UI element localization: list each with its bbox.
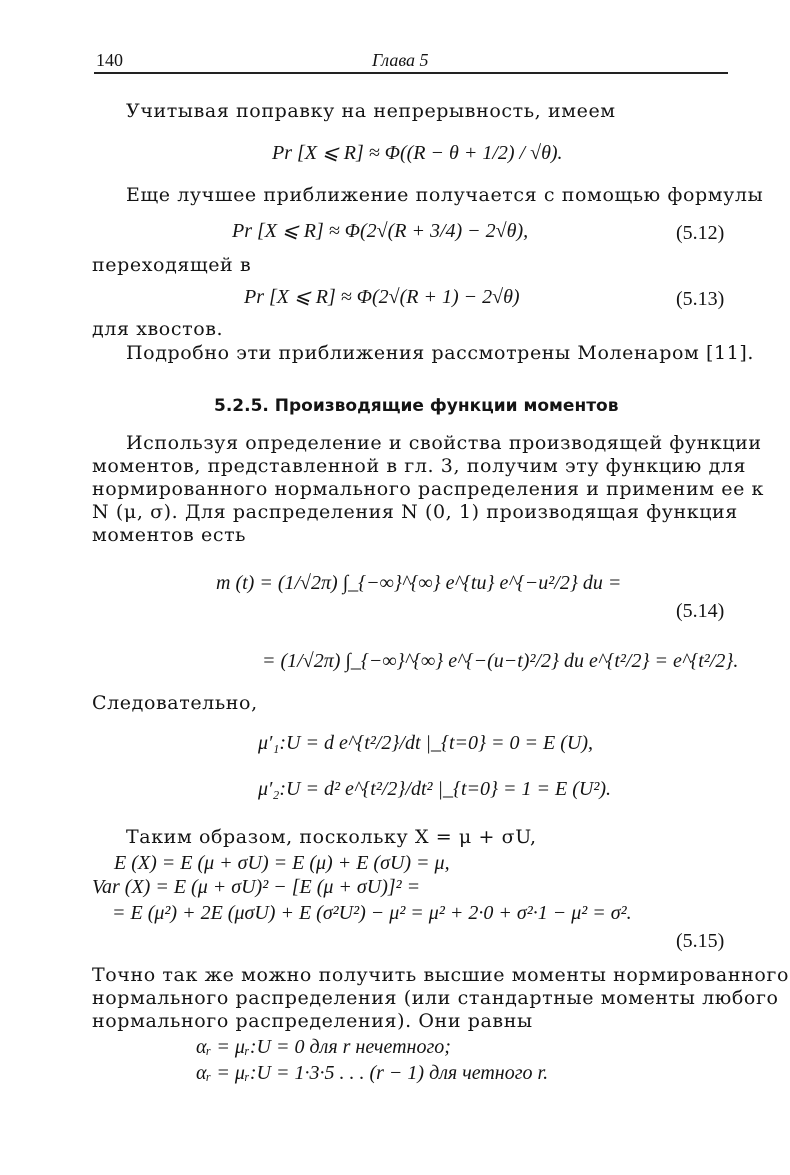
paragraph-line: моментов, представленной в гл. 3, получим эту функцию для: [92, 455, 747, 477]
paragraph-line: N (μ, σ). Для распределения N (0, 1) производящая функция: [92, 501, 738, 523]
header-rule: [94, 72, 728, 74]
running-head: Глава 5: [372, 50, 429, 70]
formula-even-moments: αᵣ = μᵣ:U = 1·3·5 . . . (r − 1) для четного r.: [196, 1062, 549, 1084]
equation-number: (5.12): [676, 222, 725, 244]
text-line: Следовательно,: [92, 692, 258, 714]
formula-variance: Var (X) = E (μ + σU)² − [E (μ + σU)]² =: [92, 876, 421, 898]
text-line: переходящей в: [92, 254, 252, 276]
text-line: для хвостов.: [92, 318, 224, 340]
formula-first-moment: μ′₁:U = d e^{t²/2}/dt |_{t=0} = 0 = E (U),: [258, 732, 594, 754]
formula-odd-moments: αᵣ = μᵣ:U = 0 для r нечетного;: [196, 1036, 451, 1058]
equation-number: (5.15): [676, 930, 725, 952]
formula-5-13: Pr [X ⩽ R] ≈ Φ(2√(R + 1) − 2√θ): [244, 286, 520, 308]
formula-continuity-correction: Pr [X ⩽ R] ≈ Φ((R − θ + 1/2) / √θ).: [272, 142, 563, 164]
equation-number: (5.13): [676, 288, 725, 310]
paragraph-line: моментов есть: [92, 524, 247, 546]
formula-5-12: Pr [X ⩽ R] ≈ Φ(2√(R + 3/4) − 2√θ),: [232, 220, 529, 242]
paragraph-line: нормального распределения (или стандартные моменты любого: [92, 987, 779, 1009]
page-number: 140: [96, 50, 123, 70]
equation-number: (5.14): [676, 600, 725, 622]
paragraph-line: Используя определение и свойства производящей функции: [126, 432, 762, 454]
text-line: Еще лучшее приближение получается с помощью формулы: [126, 184, 764, 206]
paragraph-line: нормального распределения). Они равны: [92, 1010, 533, 1032]
formula-variance-result: = E (μ²) + 2E (μσU) + E (σ²U²) − μ² = μ² + 2·0 + σ²·1 − μ² = σ².: [112, 902, 632, 924]
paragraph-line: Точно так же можно получить высшие моменты нормированного: [92, 964, 789, 986]
text-line: Таким образом, поскольку X = μ + σU,: [126, 826, 537, 848]
text-line: Подробно эти приближения рассмотрены Моленаром [11].: [126, 342, 755, 364]
formula-mgf-line-1: m (t) = (1/√2π) ∫_{−∞}^{∞} e^{tu} e^{−u²/2} du =: [216, 572, 622, 594]
formula-second-moment: μ′₂:U = d² e^{t²/2}/dt² |_{t=0} = 1 = E (U²).: [258, 778, 612, 800]
section-heading: 5.2.5. Производящие функции моментов: [214, 396, 619, 416]
formula-mgf-line-2: = (1/√2π) ∫_{−∞}^{∞} e^{−(u−t)²/2} du e^{t²/2} = e^{t²/2}.: [262, 650, 739, 672]
text-line: Учитывая поправку на непрерывность, имеем: [126, 100, 616, 122]
formula-expectation: E (X) = E (μ + σU) = E (μ) + E (σU) = μ,: [114, 852, 450, 874]
paragraph-line: нормированного нормального распределения и применим ее к: [92, 478, 765, 500]
